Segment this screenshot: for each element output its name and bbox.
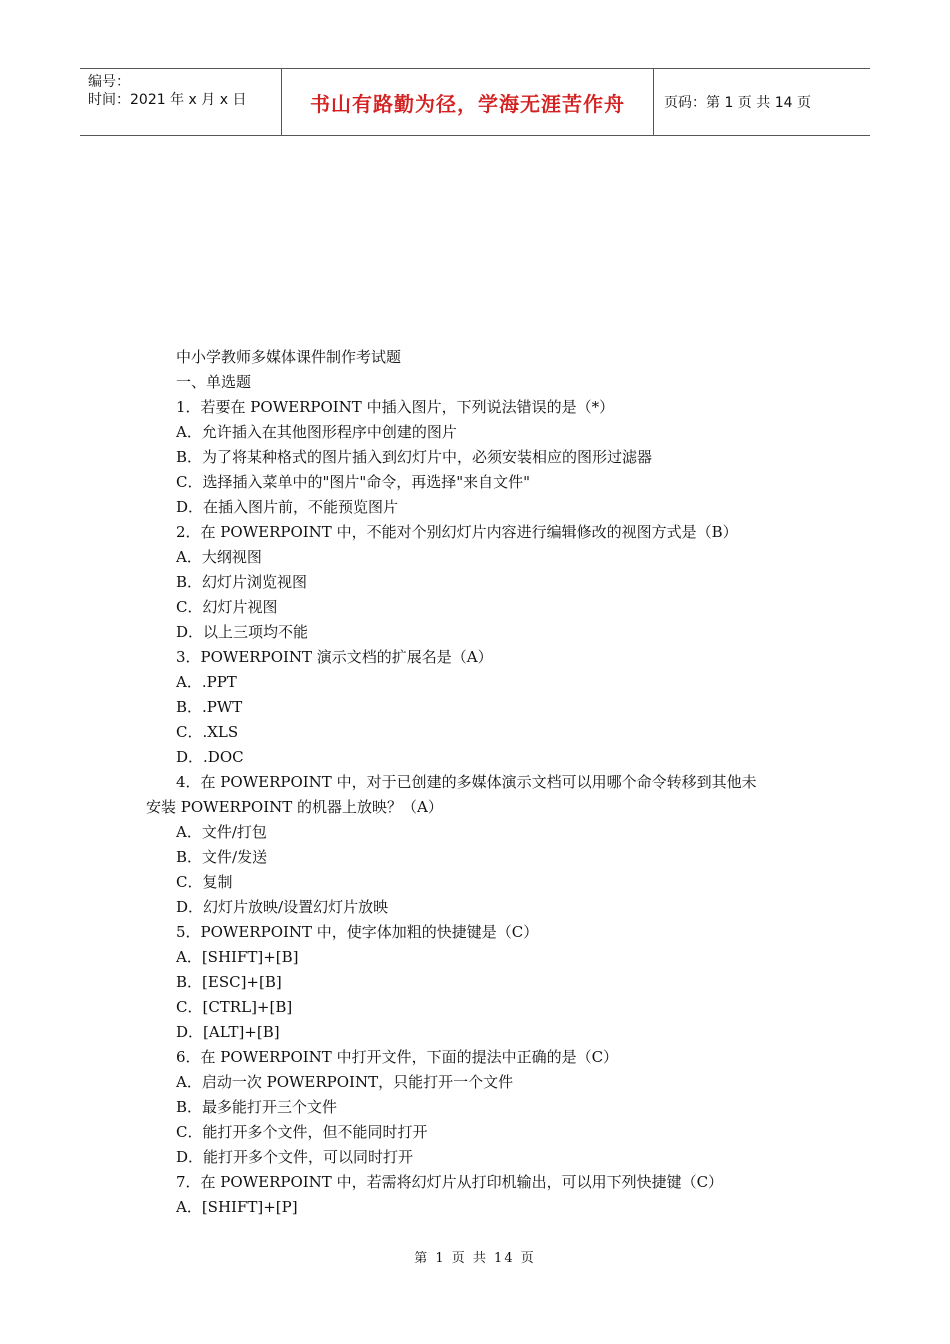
option-line: C．[CTRL]+[B]	[176, 998, 293, 1016]
header-page-label: 页码：第 1 页 共 14 页	[664, 95, 811, 111]
option-line: B．文件/发送	[176, 848, 268, 866]
option-line: A．允许插入在其他图形程序中创建的图片	[176, 423, 457, 441]
option-line: D．在插入图片前，不能预览图片	[176, 498, 399, 516]
option-line: D．幻灯片放映/设置幻灯片放映	[176, 898, 389, 916]
question-line: 6．在 POWERPOINT 中打开文件，下面的提法中正确的是（C）	[176, 1048, 619, 1066]
option-line: A．大纲视图	[176, 548, 262, 566]
document-title: 中小学教师多媒体课件制作考试题	[176, 348, 402, 366]
question-line: 4．在 POWERPOINT 中，对于已创建的多媒体演示文档可以用哪个命令转移到其他未	[176, 773, 757, 791]
header-time-label: 时间：2021 年 x 月 x 日	[88, 92, 247, 108]
option-line: A．.PPT	[176, 673, 237, 691]
question-line: 7．在 POWERPOINT 中，若需将幻灯片从打印机输出，可以用下列快捷键（C）	[176, 1173, 724, 1191]
option-line: D．能打开多个文件，可以同时打开	[176, 1148, 414, 1166]
option-line: B．为了将某种格式的图片插入到幻灯片中，必须安装相应的图形过滤器	[176, 448, 653, 466]
option-line: A．[SHIFT]+[P]	[176, 1198, 298, 1216]
header-motto: 书山有路勤为径，学海无涯苦作舟	[282, 69, 654, 135]
option-line: D．.DOC	[176, 748, 244, 766]
page-header	[80, 68, 870, 136]
header-meta	[80, 69, 282, 135]
header-number-label: 编号：	[88, 74, 130, 90]
option-line: C．复制	[176, 873, 233, 891]
option-line: D．[ALT]+[B]	[176, 1023, 280, 1041]
option-line: B．.PWT	[176, 698, 243, 716]
option-line: B．最多能打开三个文件	[176, 1098, 338, 1116]
option-line: C．选择插入菜单中的"图片"命令，再选择"来自文件"	[176, 473, 531, 491]
option-line: B．[ESC]+[B]	[176, 973, 282, 991]
section-heading: 一、单选题	[176, 373, 252, 391]
option-line: D．以上三项均不能	[176, 623, 309, 641]
option-line: A．文件/打包	[176, 823, 267, 841]
question-line: 3．POWERPOINT 演示文档的扩展名是（A）	[176, 648, 493, 666]
page-footer: 第 1 页 共 14 页	[414, 1251, 536, 1266]
option-line: C．幻灯片视图	[176, 598, 278, 616]
question-line: 5．POWERPOINT 中，使字体加粗的快捷键是（C）	[176, 923, 539, 941]
question-line: 2．在 POWERPOINT 中，不能对个别幻灯片内容进行编辑修改的视图方式是（B）	[176, 523, 738, 541]
option-line: A．[SHIFT]+[B]	[176, 948, 299, 966]
option-line: C．.XLS	[176, 723, 239, 741]
option-line: B．幻灯片浏览视图	[176, 573, 308, 591]
option-line: C．能打开多个文件，但不能同时打开	[176, 1123, 428, 1141]
question-line: 1．若要在 POWERPOINT 中插入图片，下列说法错误的是（*）	[176, 398, 615, 416]
question-line-continued: 安装 POWERPOINT 的机器上放映？（A）	[146, 798, 443, 816]
option-line: A．启动一次 POWERPOINT，只能打开一个文件	[176, 1073, 514, 1091]
